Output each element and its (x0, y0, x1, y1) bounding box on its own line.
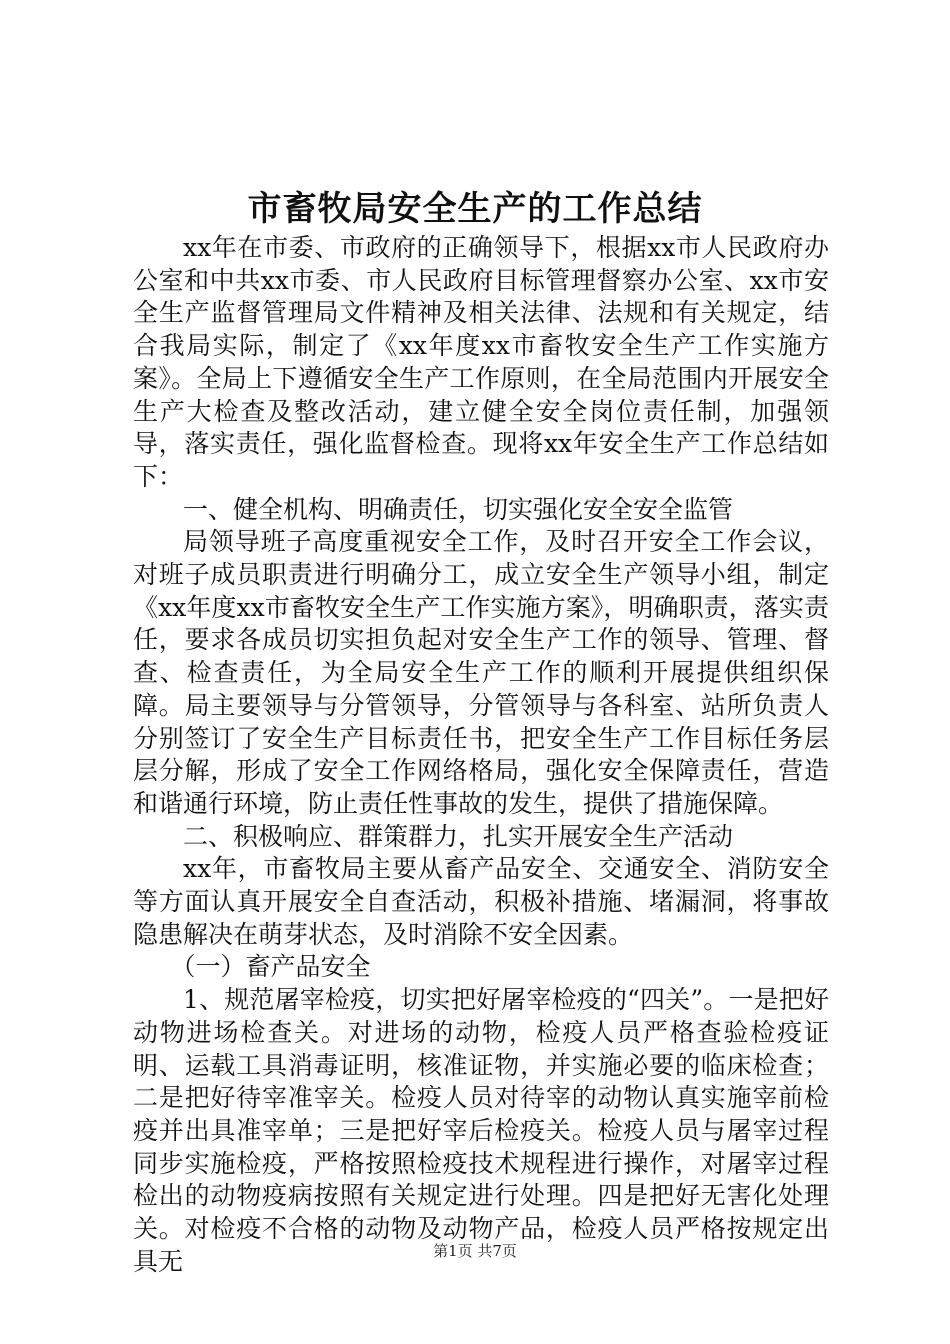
paragraph-subsection-1: 1、规范屠宰检疫，切实把好屠宰检疫的“四关”。一是把好动物进场检查关。对进场的动物，检疫人员严格查验检疫证明、运载工具消毒证明，核准证物，并实施必要的临床检查；二是把好待宰准宰关。检疫人员对待宰的动物认真实施宰前检疫并出具准宰单；三是把好宰后检疫关。检疫人员与屠宰过程同步实施检疫，严格按照检疫技术规程进行操作，对屠宰过程检出的动物疫病按照有关规定进行处理。四是把好无害化处理关。对检疫不合格的动物及动物产品，检疫人员严格按规定出具无 (133, 985, 829, 1276)
paragraph-intro: xx年在市委、市政府的正确领导下，根据xx市人民政府办公室和中共xx市委、市人民政府目标管理督察办公室、xx市安全生产监督管理局文件精神及相关法律、法规和有关规定，结合我局实际，制定了《xx年度xx市畜牧安全生产工作实施方案》。全局上下遵循安全生产工作原则，在全局范围内开展安全生产大检查及整改活动，建立健全安全岗位责任制，加强领导，落实责任，强化监督检查。现将xx年安全生产工作总结如下： (133, 233, 829, 491)
page-number: 第1页 共7页 (433, 1242, 517, 1260)
section-heading-2: 二、积极响应、群策群力，扎实开展安全生产活动 (183, 821, 734, 851)
document-body (133, 232, 829, 1279)
paragraph-section-2: xx年，市畜牧局主要从畜产品安全、交通安全、消防安全等方面认真开展安全自查活动，积极补措施、堵漏洞，将事故隐患解决在萌芽状态，及时消除不安全因素。 (133, 854, 829, 949)
section-heading-1: 一、健全机构、明确责任，切实强化安全安全监管 (183, 494, 734, 524)
paragraph-section-1: 局领导班子高度重视安全工作，及时召开安全工作会议，对班子成员职责进行明确分工，成立安全生产领导小组，制定《xx年度xx市畜牧安全生产工作实施方案》，明确职责，落实责任，要求各成员切实担负起对安全生产工作的领导、管理、督查、检查责任，为全局安全生产工作的顺利开展提供组织保障。局主要领导与分管领导，分管领导与各科室、站所负责人分别签订了安全生产目标责任书，把安全生产工作目标任务层层分解，形成了安全工作网络格局，强化安全保障责任，营造和谐通行环境，防止责任性事故的发生，提供了措施保障。 (133, 527, 829, 818)
subsection-heading-1: （一）畜产品安全 (170, 952, 371, 982)
document-title: 市畜牧局安全生产的工作总结 (247, 189, 703, 229)
